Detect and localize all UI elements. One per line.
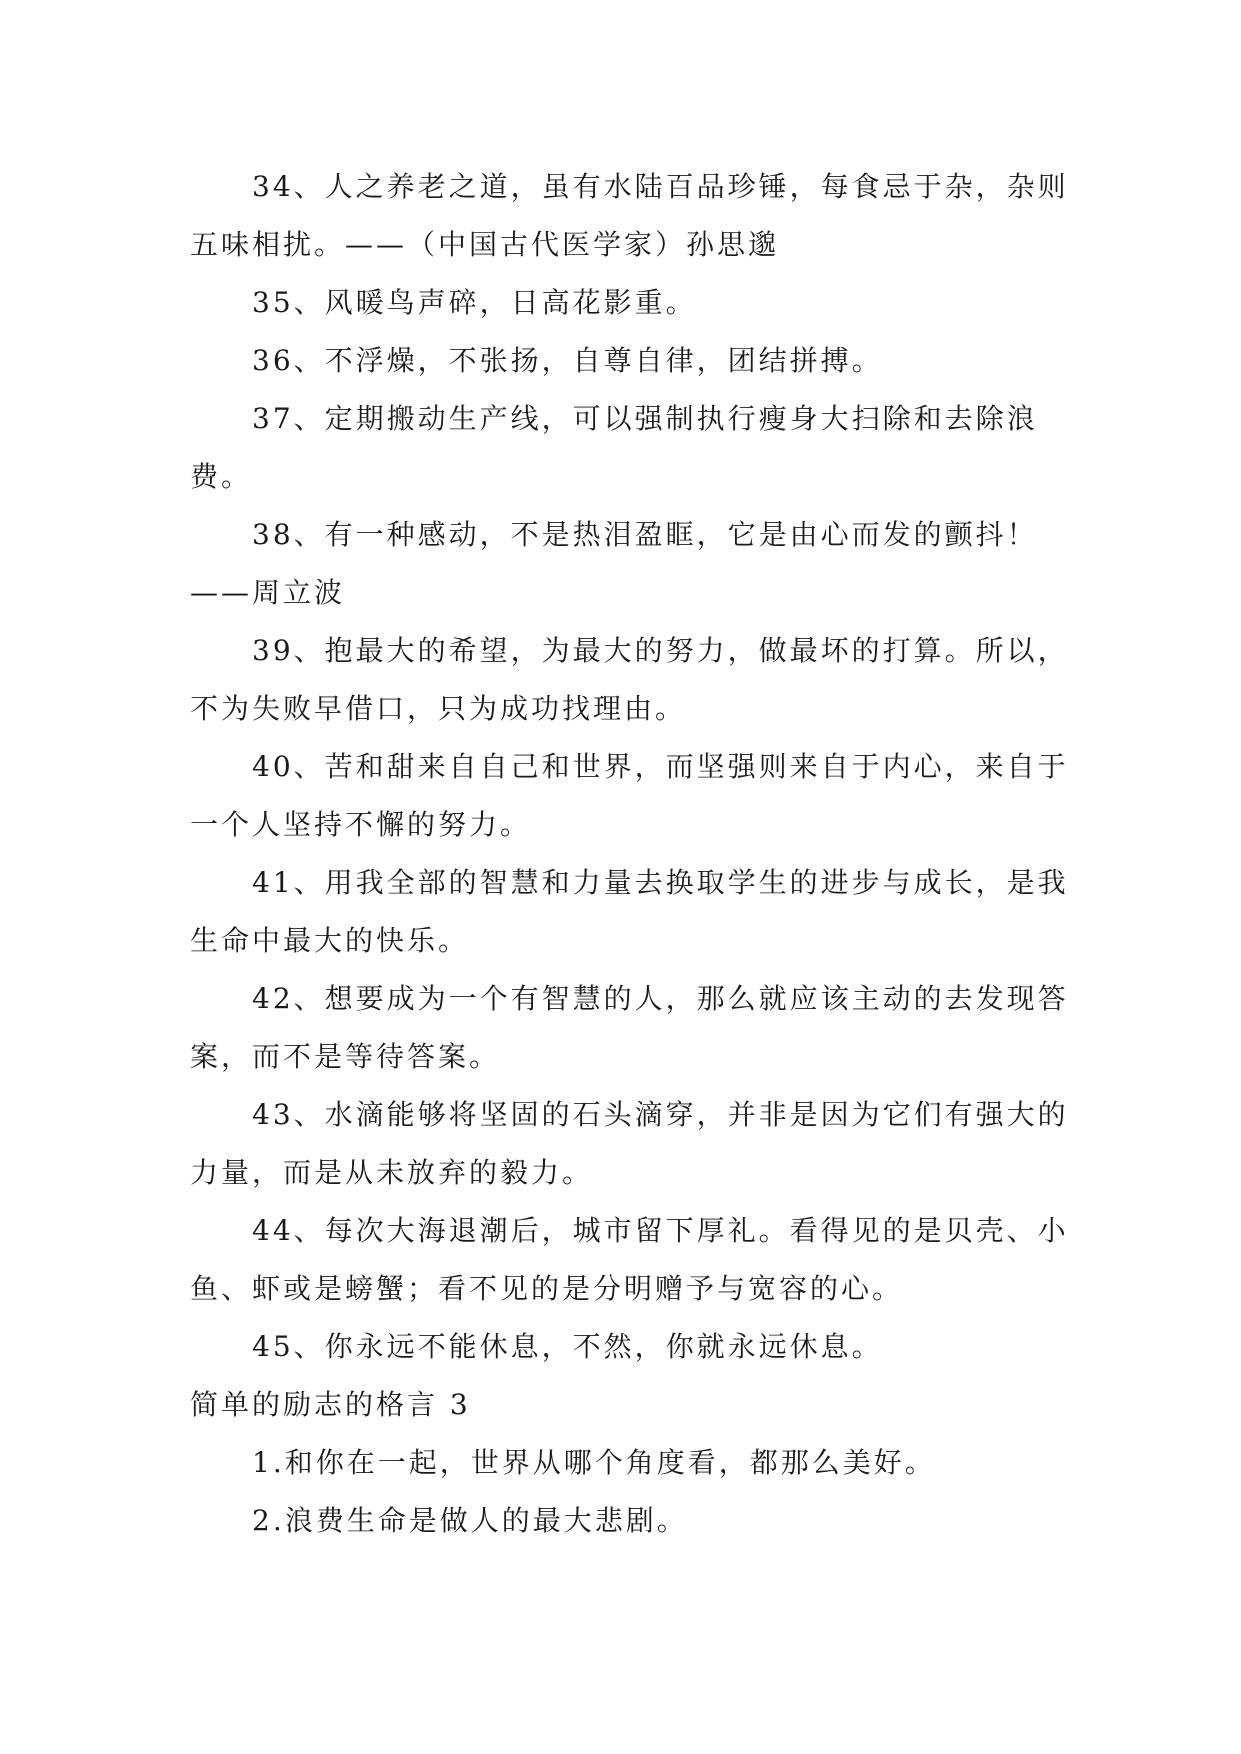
quote-paragraph: 44、每次大海退潮后，城市留下厚礼。看得见的是贝壳、小鱼、虾或是螃蟹；看不见的是分明赠予与宽容的心。 bbox=[190, 1214, 1069, 1305]
quote-paragraph: 41、用我全部的智慧和力量去换取学生的进步与成长，是我生命中最大的快乐。 bbox=[190, 866, 1069, 957]
quote-paragraph: 34、人之养老之道，虽有水陆百品珍锤，每食忌于杂，杂则五味相扰。——（中国古代医学家）孙思邈 bbox=[190, 170, 1069, 261]
quote-paragraph: 45、你永远不能休息，不然，你就永远休息。 bbox=[252, 1330, 883, 1363]
document-body bbox=[190, 158, 1070, 1550]
quote-paragraph: 2.浪费生命是做人的最大悲剧。 bbox=[252, 1504, 688, 1537]
quote-paragraph: 1.和你在一起，世界从哪个角度看，都那么美好。 bbox=[252, 1446, 936, 1479]
quote-paragraph: 35、风暖鸟声碎，日高花影重。 bbox=[252, 286, 697, 319]
section-heading: 简单的励志的格言 3 bbox=[190, 1388, 471, 1421]
quote-paragraph: 42、想要成为一个有智慧的人，那么就应该主动的去发现答案，而不是等待答案。 bbox=[190, 982, 1069, 1073]
quote-paragraph: 39、抱最大的希望，为最大的努力，做最坏的打算。所以，不为失败早借口，只为成功找理由。 bbox=[190, 634, 1069, 725]
quote-paragraph: 43、水滴能够将坚固的石头滴穿，并非是因为它们有强大的力量，而是从未放弃的毅力。 bbox=[190, 1098, 1069, 1189]
quote-paragraph: 36、不浮燥，不张扬，自尊自律，团结拼搏。 bbox=[252, 344, 883, 377]
quote-paragraph: 38、有一种感动，不是热泪盈眶，它是由心而发的颤抖！——周立波 bbox=[190, 518, 1038, 609]
quote-paragraph: 40、苦和甜来自自己和世界，而坚强则来自于内心，来自于一个人坚持不懈的努力。 bbox=[190, 750, 1069, 841]
quote-paragraph: 37、定期搬动生产线，可以强制执行瘦身大扫除和去除浪费。 bbox=[190, 402, 1038, 493]
